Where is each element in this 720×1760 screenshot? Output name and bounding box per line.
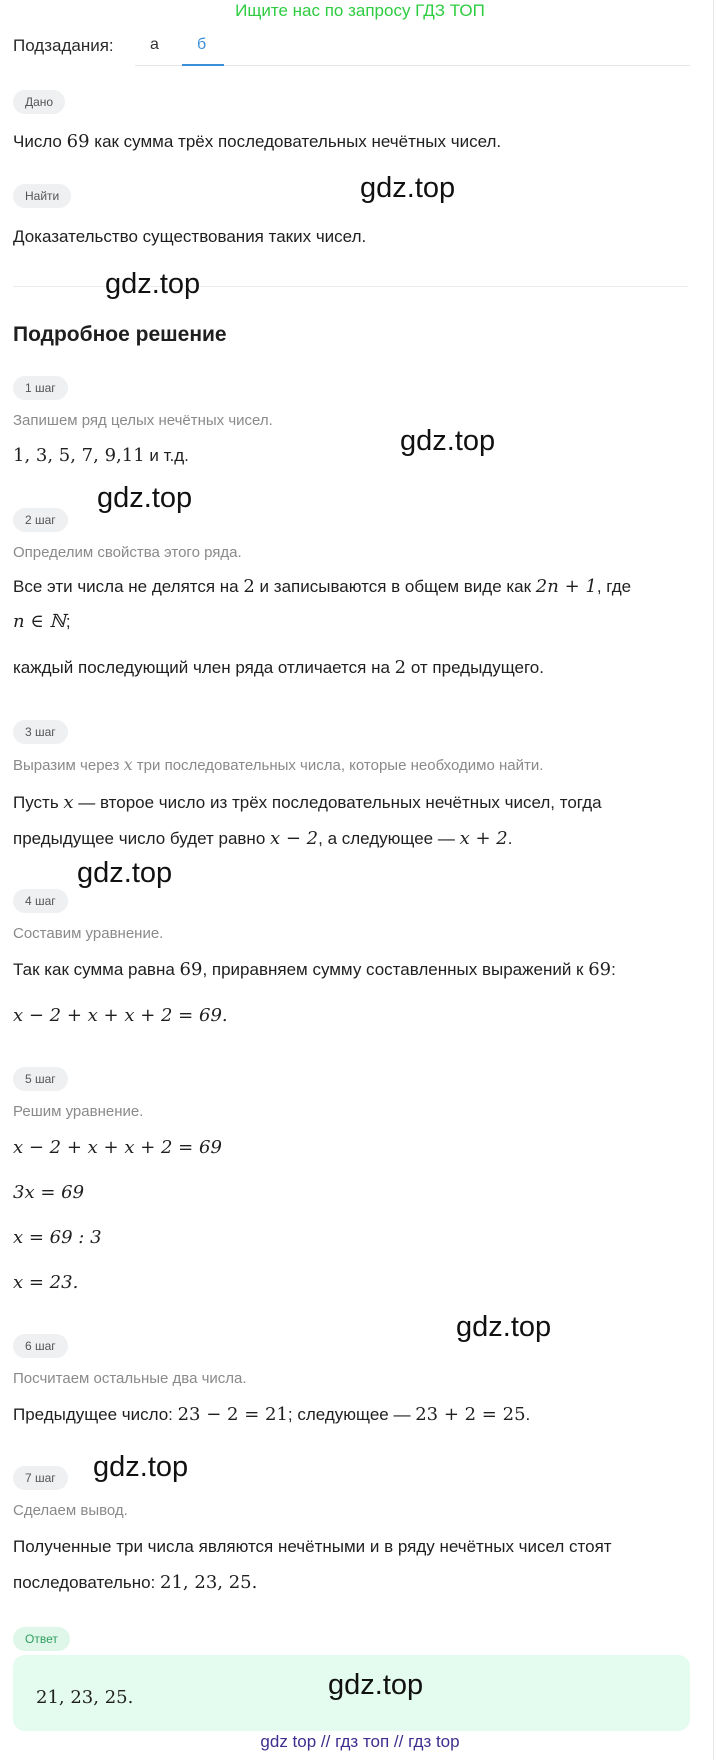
t: Пусть [13, 793, 64, 812]
t: каждый последующий член ряда отличается на [13, 658, 395, 677]
step-3-badge: 3 шаг [13, 720, 68, 744]
m: x + 2 [459, 828, 508, 849]
find-badge: Найти [13, 184, 71, 208]
watermark: gdz.top [328, 1669, 424, 1701]
step-4-badge: 4 шаг [13, 889, 68, 913]
step-2-hint: Определим свойства этого ряда. [13, 544, 242, 561]
t: три последовательных числа, которые необходимо найти. [132, 757, 544, 774]
answer-badge: Ответ [13, 1627, 70, 1651]
subtasks-label: Подзадания: [13, 36, 114, 55]
t: от предыдущего. [406, 658, 544, 677]
step-1-text [13, 444, 189, 468]
t: . [525, 1405, 531, 1424]
step-1-badge: 1 шаг [13, 376, 68, 400]
watermark: gdz.top [97, 482, 193, 514]
watermark: gdz.top [456, 1311, 552, 1343]
given-badge: Дано [13, 90, 65, 114]
search-banner[interactable]: Ищите нас по запросу ГДЗ ТОП [235, 1, 485, 20]
step-6-line-1 [13, 1403, 530, 1427]
m: 69 [588, 959, 612, 980]
given-number: 69 [66, 131, 90, 152]
answer-value: 21, 23, 25. [36, 1687, 134, 1708]
step-5-eq-4: x = 23. [13, 1272, 79, 1293]
solution-title: Подробное решение [13, 323, 227, 346]
step-4-equation: x − 2 + x + x + 2 = 69. [13, 1005, 228, 1026]
watermark: gdz.top [360, 172, 456, 204]
m: x [123, 755, 133, 774]
step-7-line-2 [13, 1571, 257, 1595]
step-7-line-1: Полученные три числа являются нечётными и в ряду нечётных чисел стоят [13, 1537, 612, 1556]
m: 69 [179, 959, 203, 980]
step-6-hint: Посчитаем остальные два числа. [13, 1370, 247, 1387]
step-5-eq-1: x − 2 + x + x + 2 = 69 [13, 1137, 222, 1158]
step-2-line-2 [13, 610, 71, 634]
step-5-hint: Решим уравнение. [13, 1103, 144, 1120]
t: Так как сумма равна [13, 960, 180, 979]
t: и записываются в общем виде как [254, 577, 536, 596]
step-5-eq-2: 3x = 69 [13, 1182, 85, 1203]
step-3-line-1 [13, 791, 602, 815]
t: : [611, 960, 616, 979]
page-right-border [713, 0, 714, 1760]
odd-series: 1, 3, 5, 7, 9,11 [13, 445, 145, 466]
step-2-line-3 [13, 656, 544, 680]
step-4-hint: Составим уравнение. [13, 925, 164, 942]
m: 23 − 2 = 21 [177, 1404, 288, 1425]
step-7-badge: 7 шаг [13, 1466, 68, 1490]
t: Предыдущее число: [13, 1405, 178, 1424]
step-6-badge: 6 шаг [13, 1334, 68, 1358]
t: Выразим через [13, 757, 124, 774]
m: n ∈ ℕ [13, 611, 66, 632]
m: 2n + 1 [535, 576, 597, 597]
tab-a[interactable]: а [150, 36, 159, 53]
step-4-line-1 [13, 958, 616, 982]
t: ; [65, 612, 71, 631]
t: — второе число из трёх последовательных нечётных чисел, тогда [73, 793, 602, 812]
step-1-suffix: и т.д. [144, 446, 189, 465]
watermark: gdz.top [77, 857, 173, 889]
given-prefix: Число [13, 132, 67, 151]
t: , а следующее — [318, 829, 460, 848]
step-1-hint: Запишем ряд целых нечётных чисел. [13, 412, 273, 429]
t: предыдущее число будет равно [13, 829, 270, 848]
tab-b[interactable]: б [197, 36, 207, 53]
tab-active-indicator [182, 64, 224, 66]
find-text: Доказательство существования таких чисел. [13, 227, 367, 246]
t: . [507, 829, 513, 848]
m: 2 [243, 576, 255, 597]
given-text [13, 130, 501, 154]
step-2-line-1 [13, 575, 631, 599]
t: , приравняем сумму составленных выражений к [202, 960, 589, 979]
footer-links[interactable]: gdz top // гдз топ // гдз top [260, 1732, 460, 1751]
m: x − 2 [270, 828, 319, 849]
m: 23 + 2 = 25 [415, 1404, 526, 1425]
step-3-hint [13, 755, 543, 776]
step-2-badge: 2 шаг [13, 508, 68, 532]
t: последовательно: [13, 1573, 161, 1592]
step-7-hint: Сделаем вывод. [13, 1502, 128, 1519]
watermark: gdz.top [105, 268, 201, 300]
t: ; следующее — [287, 1405, 416, 1424]
m: 2 [394, 657, 407, 678]
step-5-eq-3: x = 69 : 3 [13, 1227, 102, 1248]
watermark: gdz.top [400, 425, 496, 457]
m: x [63, 792, 74, 813]
t: Все эти числа не делятся на [13, 577, 244, 596]
m: 21, 23, 25. [160, 1572, 258, 1593]
step-3-line-2 [13, 827, 512, 851]
given-suffix: как сумма трёх последовательных нечётных чисел. [89, 132, 502, 151]
step-5-badge: 5 шаг [13, 1067, 68, 1091]
watermark: gdz.top [93, 1451, 189, 1483]
t: , где [596, 577, 632, 596]
